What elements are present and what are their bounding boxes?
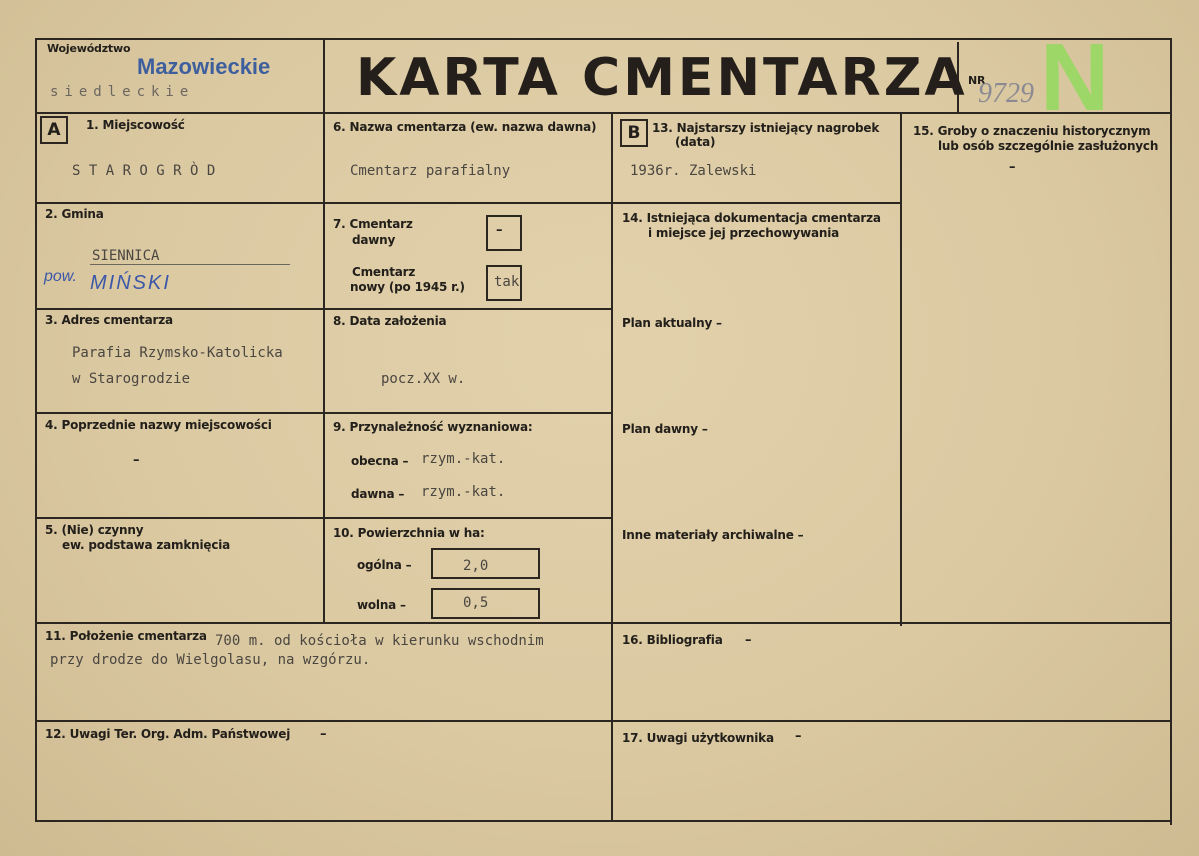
polozenie-line1: 700 m. od kościoła w kierunku wschodnim (215, 633, 544, 649)
data-zalozenia-label: 8. Data założenia (333, 314, 447, 328)
przynaleznosc-label: 9. Przynależność wyznaniowa: (333, 420, 533, 434)
miejscowosc-label: 1. Miejscowość (86, 118, 185, 132)
row-line-2 (36, 308, 613, 310)
frame-bottom (35, 820, 1172, 822)
wolna-value: 0,5 (463, 595, 489, 611)
row-line-4 (36, 517, 613, 519)
ogolna-value: 2,0 (463, 558, 489, 574)
nazwa-label: 6. Nazwa cmentarza (ew. nazwa dawna) (333, 120, 597, 134)
bibliografia-value: – (745, 633, 752, 648)
wolna-label: wolna – (357, 598, 406, 612)
uwagi-uzytkownika-label: 17. Uwagi użytkownika (622, 731, 774, 745)
data-zalozenia-value: pocz.XX w. (381, 371, 466, 387)
row-line-5 (36, 622, 1172, 624)
powiat-value: MIŃSKI (90, 272, 171, 294)
wojewodztwo-label: Województwo (47, 42, 131, 55)
card-title: KARTA CMENTARZA (356, 48, 968, 108)
nagrobek-value: 1936r. Zalewski (630, 163, 757, 179)
col-divider-3 (900, 112, 902, 626)
adres-line2: w Starogrodzie (72, 371, 191, 387)
obecna-value: rzym.-kat. (421, 451, 506, 467)
inne-materialy-label: Inne materiały archiwalne – (622, 528, 804, 542)
czynny-label-line2: ew. podstawa zamknięcia (62, 538, 231, 552)
nagrobek-label-l2: (data) (675, 135, 716, 149)
polozenie-label: 11. Położenie cmentarza (45, 629, 207, 643)
groby-label-l2: lub osób szczególnie zasłużonych (938, 139, 1159, 153)
nr-label: NR (968, 74, 986, 87)
green-highlighter-mark: N (1040, 24, 1110, 131)
obecna-label: obecna – (351, 454, 409, 468)
header-bottom (36, 112, 1172, 114)
bibliografia-label: 16. Bibliografia (622, 633, 723, 647)
col-divider-1 (323, 112, 325, 622)
nr-value: 9729 (978, 78, 1034, 109)
cmentarz-dawny-value: – (496, 223, 503, 238)
cmentarz-dawny-label-l1: 7. Cmentarz (333, 217, 413, 231)
frame-right (1170, 38, 1172, 825)
plan-aktualny-label: Plan aktualny – (622, 316, 722, 330)
wojewodztwo-stamp: Mazowieckie (137, 54, 271, 79)
wojewodztwo-typed: siedleckie (50, 84, 195, 100)
cmentarz-nowy-label-l2: nowy (po 1945 r.) (350, 280, 465, 294)
czynny-label-line1: 5. (Nie) czynny (45, 523, 144, 537)
poprzednie-label: 4. Poprzednie nazwy miejscowości (45, 418, 272, 432)
col-divider-2 (611, 112, 613, 820)
nazwa-value: Cmentarz parafialny (350, 163, 511, 179)
section-b-badge: B (620, 119, 648, 147)
dawna-label: dawna – (351, 487, 405, 501)
adres-label: 3. Adres cmentarza (45, 313, 173, 327)
uwagi-ter-value: – (320, 727, 327, 742)
frame-top (36, 38, 1172, 40)
poprzednie-value: – (133, 453, 140, 468)
cmentarz-nowy-value: tak (494, 274, 520, 290)
gmina-underline (90, 264, 290, 265)
gmina-value: SIENNICA (92, 248, 160, 264)
uwagi-ter-label: 12. Uwagi Ter. Org. Adm. Państwowej (45, 727, 291, 741)
cmentarz-dawny-box (486, 215, 522, 251)
frame-left (35, 38, 37, 821)
section-a-badge: A (40, 116, 68, 144)
powiat-prefix: pow. (44, 268, 77, 285)
cmentarz-nowy-label-l1: Cmentarz (352, 265, 416, 279)
plan-dawny-label: Plan dawny – (622, 422, 708, 436)
header-divider-1 (323, 38, 325, 112)
row-line-1 (36, 202, 900, 204)
cmentarz-dawny-label-l2: dawny (352, 233, 396, 247)
miejscowosc-value: S T A R O G R Ò D (72, 163, 216, 179)
groby-value: – (1009, 160, 1016, 175)
dokumentacja-label-l1: 14. Istniejąca dokumentacja cmentarza (622, 211, 881, 225)
row-line-6 (36, 720, 1172, 722)
nagrobek-label-l1: 13. Najstarszy istniejący nagrobek (652, 121, 880, 135)
powierzchnia-label: 10. Powierzchnia w ha: (333, 526, 485, 540)
ogolna-label: ogólna – (357, 558, 412, 572)
uwagi-uzytkownika-value: – (795, 729, 802, 744)
row-line-3 (36, 412, 613, 414)
gmina-label: 2. Gmina (45, 207, 104, 221)
groby-label-l1: 15. Groby o znaczeniu historycznym (913, 124, 1151, 138)
polozenie-line2: przy drodze do Wielgolasu, na wzgórzu. (50, 652, 371, 668)
dawna-value: rzym.-kat. (421, 484, 506, 500)
dokumentacja-label-l2: i miejsce jej przechowywania (648, 226, 840, 240)
adres-line1: Parafia Rzymsko-Katolicka (72, 345, 283, 361)
